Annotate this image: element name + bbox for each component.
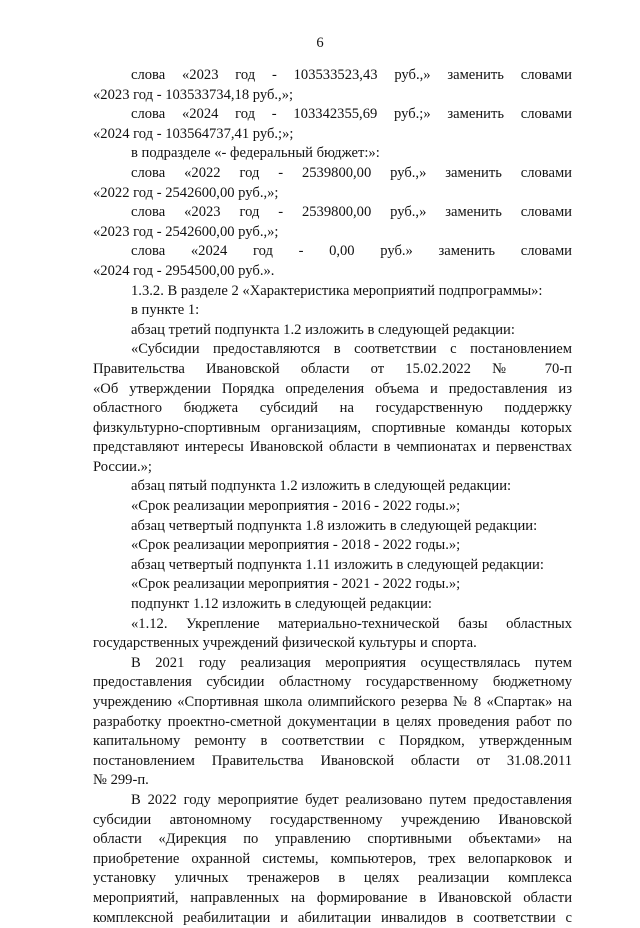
text-line: слова «2024 год - 0,00 руб.» заменить словами xyxy=(131,243,572,260)
text-line: учреждению «Спортивная школа олимпийского резерва № 8 «Спартак» на xyxy=(93,694,572,710)
text-line: представляют интересы Ивановской области в чемпионатах и первенствах xyxy=(93,439,572,456)
text-line: В 2021 году реализация мероприятия осуществлялась путем xyxy=(131,654,572,671)
text-line: подпункт 1.12 изложить в следующей редакции: xyxy=(131,596,432,613)
text-line: слова «2023 год - 2539800,00 руб.,» заменить словами xyxy=(131,204,572,221)
text-line: «Срок реализации мероприятия - 2021 - 2022 годы.»; xyxy=(131,576,461,593)
text-line: «Срок реализации мероприятия - 2016 - 2022 годы.»; xyxy=(131,498,461,515)
text-line: слова «2023 год - 103533523,43 руб.,» заменить словами xyxy=(131,67,572,83)
text-line: Правительства Ивановской области от 15.02.2022 № 70-п xyxy=(93,360,572,377)
text-line: № 299-п. xyxy=(93,772,149,789)
text-line: «1.12. Укрепление материально-технической базы областных xyxy=(131,615,572,632)
text-line: «Срок реализации мероприятия - 2018 - 2022 годы.»; xyxy=(131,537,461,554)
text-line: «2023 год - 103533734,18 руб.,»; xyxy=(93,86,294,103)
text-line: России.»; xyxy=(93,458,152,475)
text-line: «Об утверждении Порядка определения объема и предоставления из xyxy=(93,380,572,397)
text-line: слова «2022 год - 2539800,00 руб.,» заменить словами xyxy=(131,164,572,181)
text-line: капитальному ремонту в соответствии с Порядком, утвержденным xyxy=(93,733,572,750)
text-line: «2023 год - 2542600,00 руб.,»; xyxy=(93,223,279,240)
text-line: постановлением Правительства Ивановской области от 31.08.2011 xyxy=(93,752,572,769)
page-number: 6 xyxy=(316,35,324,51)
text-line: «2022 год - 2542600,00 руб.,»; xyxy=(93,184,279,201)
document-body xyxy=(93,66,572,928)
text-line: государственных учреждений физической культуры и спорта. xyxy=(93,635,477,652)
text-line: «2024 год - 2954500,00 руб.». xyxy=(93,262,275,279)
text-line: приобретение охранной системы, компьютеров, трех велопарковок и xyxy=(93,850,572,867)
text-line: областного бюджета субсидий на государственную поддержку xyxy=(93,400,572,417)
text-line: 1.3.2. В разделе 2 «Характеристика мероприятий подпрограммы»: xyxy=(131,282,543,299)
text-line: мероприятий, направленных на формирование в Ивановской области xyxy=(93,889,572,906)
text-line: разработку проектно-сметной документации в целях проведения работ по xyxy=(93,713,572,730)
text-line: в пункте 1: xyxy=(131,302,200,319)
text-line: физкультурно-спортивным организациям, спортивные команды которых xyxy=(93,419,572,436)
text-line: абзац третий подпункта 1.2 изложить в следующей редакции: xyxy=(131,321,515,338)
text-line: слова «2024 год - 103342355,69 руб.;» заменить словами xyxy=(131,106,572,123)
text-line: субсидии автономному государственному учреждению Ивановской xyxy=(93,811,572,828)
text-line: абзац четвертый подпункта 1.8 изложить в следующей редакции: xyxy=(131,517,538,534)
text-line: области «Дирекция по управлению спортивными объектами» на xyxy=(93,831,572,848)
text-line: В 2022 году мероприятие будет реализовано путем предоставления xyxy=(131,791,572,808)
text-line: абзац четвертый подпункта 1.11 изложить в следующей редакции: xyxy=(131,556,544,573)
text-line: комплексной реабилитации и абилитации инвалидов в соответствии с xyxy=(93,909,572,926)
text-line: в подразделе «- федеральный бюджет:»: xyxy=(131,145,380,162)
text-line: предоставления субсидии областному государственному бюджетному xyxy=(93,674,572,691)
text-line: «2024 год - 103564737,41 руб.;»; xyxy=(93,125,294,142)
text-line: «Субсидии предоставляются в соответствии с постановлением xyxy=(131,341,572,358)
text-line: абзац пятый подпункта 1.2 изложить в следующей редакции: xyxy=(131,478,512,495)
text-line: установку уличных тренажеров в целях реализации комплекса xyxy=(93,870,572,887)
